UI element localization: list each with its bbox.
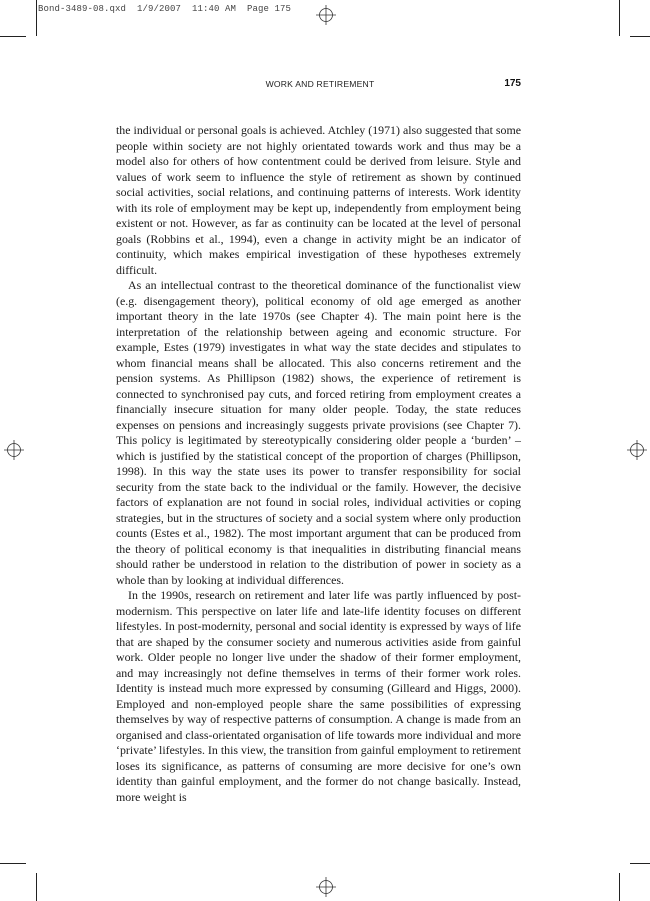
page-number: 175: [504, 78, 521, 89]
crop-mark-bottom-left-h: [0, 863, 26, 864]
paragraph: As an intellectual contrast to the theoretical dominance of the functionalist view (e.g. disengagement theory), political economy of old age emerged as another important theory in the late 1970s (see Chapter 4). The main point here is the interpretation of the relationship between ageing and economic structure. For example, Estes (1979) investigates in what way the state decides and stipulates to whom financial means shall be allocated. This also concerns retirement and the pension systems. As Phillipson (1982) shows, the experience of retirement is connected to synchronised pay cuts, and forced retiring from employment creates a financially insecure situation for many older people. Today, the state reduces expenses on pensions and increasingly suggests private provisions (see Chapter 7). This policy is legitimated by stereotypically considering older people a ‘burden’ – which is justified by the statistical concept of the proportion of charges (Phillipson, 1998). In this way the state uses its power to transfer responsibility for social security from the state back to the individual or the family. However, the decisive factors of explanation are not found in social roles, individual activities or coping strategies, but in the structures of society and a social system where only production counts (Estes et al., 1982). The most important argument that can be produced from the theory of political economy is that inequalities in distributing financial means should rather be understood in relation to the distribution of power in society as a whole than by looking at individual differences.: [116, 278, 521, 587]
registration-mark-right-icon: [627, 440, 647, 460]
paragraph: In the 1990s, research on retirement and later life was partly influenced by post-modernism. This perspective on later life and late-life identity focuses on different lifestyles. In post-modernity, personal and social identity is expressed by ways of life that are shaped by the consumer society and numerous activities aside from gainful work. Older people no longer live under the shadow of their former employment, and may increasingly not define themselves in terms of their former work roles. Identity is instead much more expressed by consuming (Gilleard and Higgs, 2000). Employed and non-employed people share the same possibilities of expressing themselves by way of respective patterns of consumption. A change is made from an organised and class-orientated organisation of life towards more individual and more ‘private’ lifestyles. In this view, the transition from gainful employment to retirement loses its significance, as patterns of consuming are more decisive for one’s own identity than gainful employment, and the former do not change basically. Instead, more weight is: [116, 588, 521, 804]
registration-mark-top-icon: [316, 5, 336, 25]
print-slug: Bond-3489-08.qxd 1/9/2007 11:40 AM Page 175: [38, 4, 292, 14]
crop-mark-top-right-v: [619, 0, 620, 36]
running-head: [119, 79, 521, 93]
crop-mark-bottom-left-v: [36, 873, 37, 901]
registration-mark-left-icon: [4, 440, 24, 460]
crop-mark-top-left-h: [0, 36, 26, 37]
crop-mark-bottom-right-v: [619, 873, 620, 901]
body-text: [116, 123, 521, 805]
crop-mark-top-right-h: [630, 36, 650, 37]
registration-mark-bottom-icon: [316, 877, 336, 897]
paragraph: the individual or personal goals is achieved. Atchley (1971) also suggested that some people within society are not highly orientated towards work and thus may be a model also for others of how contentment could be derived from leisure. Style and values of work seem to influence the style of retirement as shown by continued social activities, social relations, and continuing patterns of interests. Work identity with its role of employment may be kept up, independently from employment being existent or not. However, as far as continuity can be located at the level of personal goals (Robbins et al., 1994), even a change in activity might be an indicator of continuity, which makes empirical investigation of these hypotheses extremely difficult.: [116, 123, 521, 277]
crop-mark-top-left-v: [36, 0, 37, 36]
crop-mark-bottom-right-h: [630, 863, 650, 864]
running-head-title: WORK AND RETIREMENT: [265, 79, 375, 89]
